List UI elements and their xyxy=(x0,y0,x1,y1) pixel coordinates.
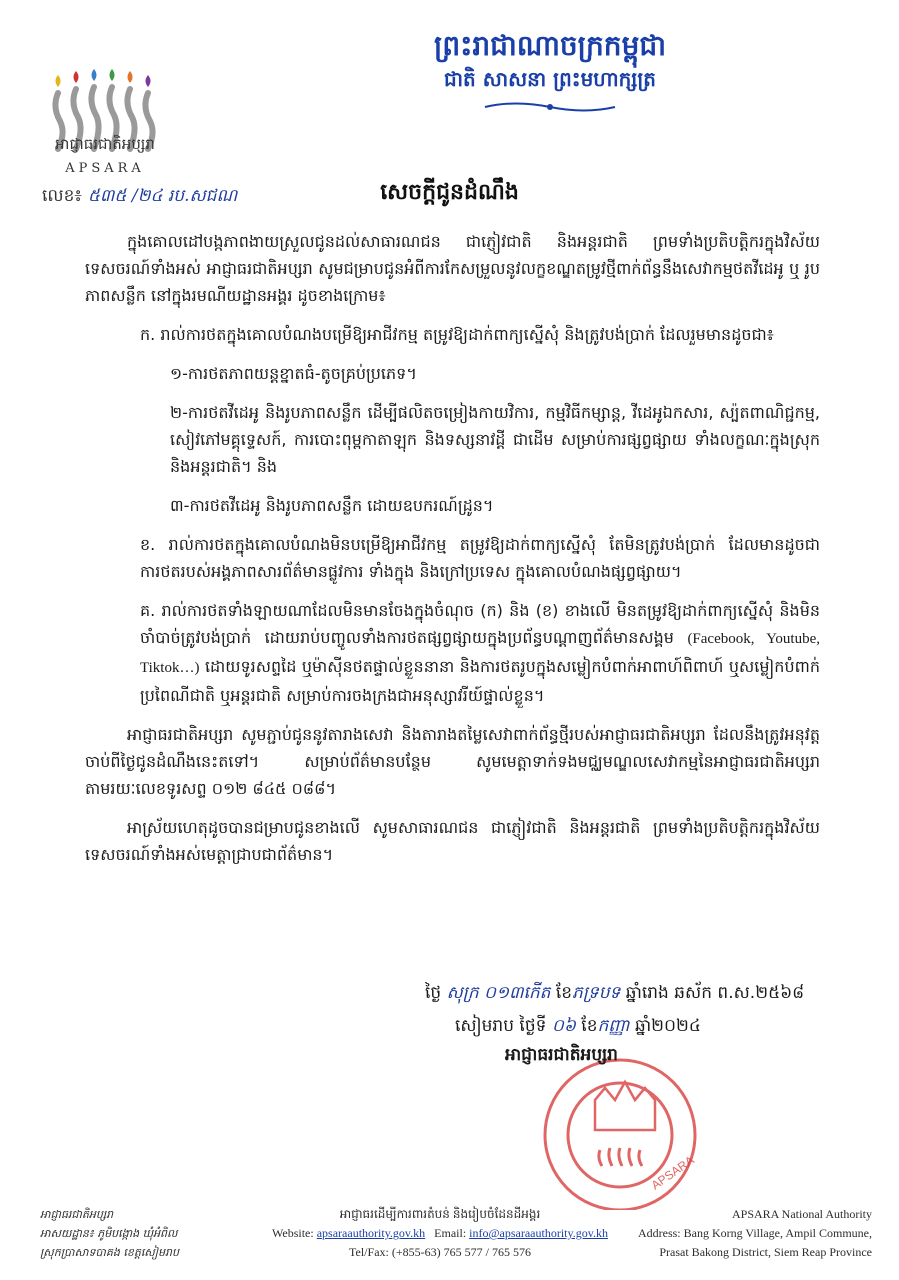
footer-khmer-address xyxy=(40,1205,240,1262)
item-c-part-1: គ. រាល់ការថតទាំងឡាយណាដែលមិនមានចែងក្នុងចំណុច (ក) និង (ខ) ខាងលើ មិនតម្រូវឱ្យដាក់ពាក្យស្នើសុំ និងមិនចាំបាច់ត្រូវបង់ប្រាក់ ដោយរាប់បញ្ចូលទាំងការថតផ្សព្វផ្សាយក្នុងប្រព័ន្ធបណ្តាញព័ត៌មានសង្គម xyxy=(140,601,820,647)
item-a-sub-2: ២-ការថតវីដេអូ និងរូបភាពសន្លឹក ដើម្បីផលិតចម្រៀងកាយវិការ, កម្មវិធីកម្សាន្ត, វីដេអូឯកសារ, ស្ប៉តពាណិជ្ជកម្ម, សៀវភៅមគ្គុទ្ទេសក៍, ការបោះពុម្ពកាតាឡុក និងទស្សនាវដ្តី ជាដើម សម្រាប់ការផ្សព្វផ្សាយ ទាំងលក្ខណៈក្នុងស្រុក និងអន្តរជាតិ។ និង xyxy=(170,403,820,476)
reference-label: លេខ៖ xyxy=(42,186,82,206)
lunar-date-handwritten-month: ភទ្របទ xyxy=(572,983,621,1003)
place-date-prefix: សៀមរាប ថ្ងៃទី xyxy=(455,1016,547,1036)
footer-left-line-3: ស្រុកប្រាសាទបាគង ខេត្តសៀមរាប xyxy=(40,1246,180,1259)
lunar-date-month-label: ខែ xyxy=(555,983,573,1003)
lunar-date-prefix: ថ្ងៃ xyxy=(425,983,442,1003)
item-b: ខ. រាល់ការថតក្នុងគោលបំណងមិនបម្រើឱ្យអាជីវកម្ម តម្រូវឱ្យដាក់ពាក្យស្នើសុំ តែមិនត្រូវបង់ប្រាក់ ដែលមានដូចជា ការថតរបស់អង្គភាពសារព័ត៌មានផ្លូវការ ទាំងក្នុង និងក្រៅប្រទេស ក្នុងគោលបំណងផ្សព្វផ្សាយ។ xyxy=(140,535,820,581)
footer-english-address xyxy=(600,1205,872,1262)
footer-web-email xyxy=(240,1224,640,1243)
footer-right-line-1: APSARA National Authority xyxy=(731,1207,872,1221)
email-label: Email: xyxy=(434,1226,467,1240)
logo-flame-3 xyxy=(92,69,97,81)
item-a-sub-1: ១-ការថតភាពយន្តខ្នាតធំ-តូចគ្រប់ប្រភេទ។ xyxy=(170,364,417,383)
document-body xyxy=(85,228,820,880)
footer-left-line-1: អាជ្ញាធរជាតិអប្សរា xyxy=(40,1208,114,1221)
footer-mid-title: អាជ្ញាធរដើម្បីការពារតំបន់ និងរៀបចំដែនដីអង្គរ xyxy=(339,1207,541,1221)
footer-telfax: Tel/Fax: (+855-63) 765 577 / 765 576 xyxy=(349,1245,531,1259)
footer-left-line-2: អាសយដ្ឋាន៖ ភូមិបង្កោង ឃុំអំពិល xyxy=(40,1227,178,1240)
place-date xyxy=(455,1015,701,1040)
footer-contact xyxy=(240,1205,640,1262)
logo-caption xyxy=(40,135,170,176)
reference-handwritten: ៥៣៥ /២៤ រប.សជណ xyxy=(87,186,238,206)
logo-flame-5 xyxy=(128,71,133,83)
lunar-date-handwritten-day: សុក្រ ០១៣កើត xyxy=(446,983,551,1003)
footer-right-line-2: Address: Bang Korng Village, Ampil Commune, xyxy=(637,1226,872,1240)
place-date-year: ឆ្នាំ២០២៤ xyxy=(634,1016,701,1036)
logo-flame-6 xyxy=(146,75,151,87)
logo-name-kh: អាជ្ញាធរជាតិអប្សរា xyxy=(55,135,155,153)
footer-right-line-3: Prasat Bakong District, Siem Reap Province xyxy=(659,1245,872,1259)
seal-label: APSARA xyxy=(648,1153,697,1193)
logo-flames xyxy=(56,69,151,87)
lunar-date-suffix: ឆ្នាំរោង ឆស័ក ព.ស.២៥៦៨ xyxy=(625,983,805,1003)
kingdom-title: ព្រះរាជាណាចក្រកម្ពុជា xyxy=(433,29,666,62)
logo-name-en: APSARA xyxy=(65,161,145,176)
item-a: ក. រាល់ការថតក្នុងគោលបំណងបម្រើឱ្យអាជីវកម្ម តម្រូវឱ្យដាក់ពាក្យស្នើសុំ និងត្រូវបង់ប្រាក់ ដែលរួមមានដូចជា៖ xyxy=(140,325,774,344)
email-link[interactable]: info@apsaraauthority.gov.kh xyxy=(469,1226,608,1240)
document-title: សេចក្តីជូនដំណឹង xyxy=(380,180,519,205)
info-paragraph: អាជ្ញាធរជាតិអប្សរា សូមភ្ជាប់ជូននូវតារាងសេវា និងតារាងតម្លៃសេវាពាក់ព័ន្ធថ្មីរបស់អាជ្ញាធរជាតិអប្សរា ដែលនឹងត្រូវអនុវត្តចាប់ពីថ្ងៃជូនដំណឹងនេះតទៅ។ សម្រាប់ព័ត៌មានបន្ថែម សូមមេត្តាទាក់ទងមជ្ឈមណ្ឌលសេវាកម្មនៃអាជ្ញាធរជាតិអប្សរា តាមរយៈលេខទូរសព្ទ ០១២ ៨៤៥ ០៨៨។ xyxy=(85,725,820,798)
item-c-part-2: ដោយទូរសព្ទដៃ ឬម៉ាស៊ីនថតផ្ទាល់ខ្លួននានា និងការថតរូបក្នុងសម្លៀកបំពាក់អាពាហ៍ពិពាហ៍ ឬសម្លៀកបំពាក់ប្រពៃណីជាតិ ឬអន្តរជាតិ សម្រាប់ការចងក្រងជាអនុស្សាវរីយ៍ផ្ទាល់ខ្លួន។ xyxy=(140,657,820,705)
item-c xyxy=(85,597,820,709)
lunar-date xyxy=(425,982,804,1007)
closing-paragraph: អាស្រ័យហេតុដូចបានជម្រាបជូនខាងលើ សូមសាធារណជន ជាភ្ញៀវជាតិ និងអន្តរជាតិ ព្រមទាំងប្រតិបត្តិករក្នុងវិស័យទេសចរណ៍ទាំងអស់មេត្តាជ្រាបជាព័ត៌មាន។ xyxy=(85,818,820,864)
logo-flame-2 xyxy=(74,71,79,83)
national-motto: ជាតិ សាសនា ព្រះមហាក្សត្រ xyxy=(444,67,656,91)
place-date-month-label: ខែ xyxy=(581,1016,598,1036)
logo-flame-4 xyxy=(110,69,115,81)
item-c-social-networks: (Facebook, Youtube, Tiktok…) xyxy=(140,631,820,676)
place-date-month: កញ្ញា xyxy=(597,1016,630,1036)
item-a-sub-3: ៣-ការថតវីដេអូ និងរូបភាពសន្លឹក ដោយឧបករណ៍ដ្រូន។ xyxy=(170,496,494,515)
ornament-divider-icon xyxy=(480,100,620,114)
website-link[interactable]: apsaraauthority.gov.kh xyxy=(316,1226,426,1240)
place-date-day: ០៦ xyxy=(551,1016,576,1036)
intro-paragraph: ក្នុងគោលដៅបង្កភាពងាយស្រួលជូនដល់សាធារណជន ជាភ្ញៀវជាតិ និងអន្តរជាតិ ព្រមទាំងប្រតិបត្តិករក្នុងវិស័យទេសចរណ៍ទាំងអស់ អាជ្ញាធរជាតិអប្សរា សូមជម្រាបជូនអំពីការកែសម្រួលនូវលក្ខខណ្ឌតម្រូវថ្មីពាក់ព័ន្ធនឹងសេវាកម្មថតវីដេអូ ឬ រូបភាពសន្លឹក នៅក្នុងរមណីយដ្ឋានអង្គរ ដូចខាងក្រោម៖ xyxy=(85,232,820,305)
signing-organization: អាជ្ញាធរជាតិអប្សរា xyxy=(505,1045,618,1065)
website-label: Website: xyxy=(272,1226,314,1240)
logo-flame-1 xyxy=(56,75,61,87)
